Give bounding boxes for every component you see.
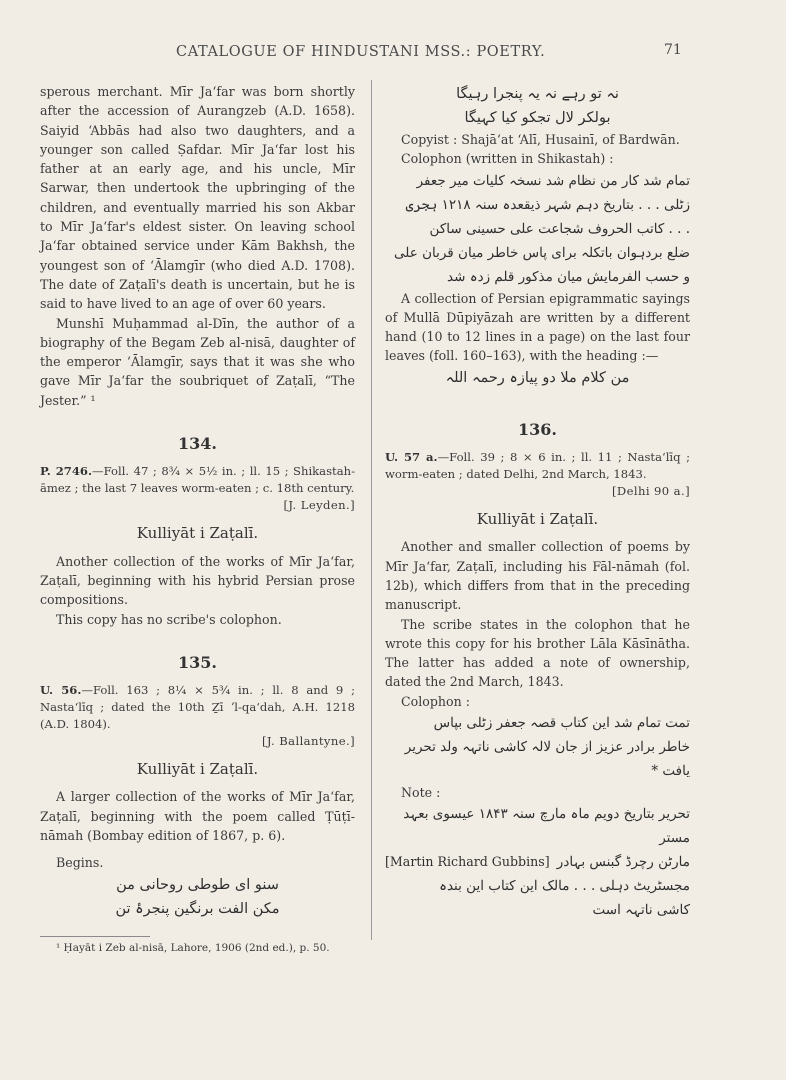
entry-135-number: 135. — [178, 652, 217, 672]
entry-136-note-line: کاشی ناتہہ است — [592, 902, 690, 919]
entry-135-begins-line-2: مکن الفت برنگین پنجرۂ تن — [115, 900, 280, 917]
copyist-line: Copyist : Shajāʻat ʻAlī, Husainī, of Bardwān. — [401, 132, 680, 147]
page-number: 71 — [664, 42, 682, 58]
entry-134-shelfmark: P. 2746. — [40, 464, 93, 479]
entry-134-details: —Foll. 47 ; 8¾ × 5½ in. ; ll. 15 ; Shikastah-āmez ; the last 7 leaves worm-eaten ; c. 18th century. — [40, 464, 355, 496]
entry-136-description — [385, 449, 690, 483]
colophon-line: تمام شد کار من نظام شد نسخہ کلیات میر جعفر — [416, 172, 690, 189]
entry-134-title: Kulliyāt i Zaṭalī. — [136, 524, 259, 543]
entry-136-provenance: [Delhi 90 a.] — [611, 484, 690, 499]
colophon-line: و حسب الفرمایش میان مذکور قلم زدہ شد — [447, 268, 690, 285]
entry-136-note-line-2 — [385, 850, 690, 874]
colophon-line: . . . کاتب الحروف شجاعت علی حسینی ساکن — [429, 220, 690, 237]
intro-paragraph-2: Munshī Muḥammad al-Dīn, the author of a biography of the Begam Zeb al-nisā, daughter of the emperor ʻĀlamgīr, says that it was she who gave Mīr Jaʻfar the soubriquet of Zaṭalī, “The Jester.” ¹ — [40, 315, 355, 408]
column-divider — [371, 80, 372, 940]
entry-136-note-line: مجسٹریٹ دہلی . . . مالک این کتاب این بندہ — [439, 878, 690, 895]
colophon-line: زٹلی . . . بتاریخ دہم شہر ذیقعدہ سنہ ۱۲۱۸ ہجری — [405, 196, 690, 213]
entry-136-note-label: Note : — [401, 785, 441, 801]
entry-134-paragraph-1: Another collection of the works of Mīr Jaʻfar, Zaṭalī, beginning with his hybrid Persian prose compositions. — [40, 553, 355, 608]
right-column — [385, 82, 690, 922]
entry-136-shelfmark: U. 57 a. — [385, 450, 438, 465]
entry-136-colophon-line: خاطر برادر عزیز از جان لالہ کاشی ناتہہ ولد تحریر — [404, 739, 690, 756]
entry-136-paragraph-2: The scribe states in the colophon that he wrote this copy for his brother Lāla Kāsīnātha. The latter has added a note of ownership, dated the 2nd March, 1843. — [385, 616, 690, 690]
entry-136-note-line: تحریر بتاریخ دویم ماہ مارچ سنہ ۱۸۴۳ عیسوی بعہد مستر — [403, 806, 690, 847]
entry-134-provenance: [J. Leyden.] — [283, 498, 355, 513]
entry-136-number: 136. — [518, 419, 557, 439]
entry-136-colophon-line: یافت * — [651, 763, 690, 780]
verse-line-1: نہ تو رہے نہ یہ پنجرا رہیگا — [456, 86, 619, 102]
colophon-label: Colophon (written in Shikastah) : — [401, 151, 614, 167]
verse-line-2: بولکر لال تجکو کیا کہیگا — [464, 110, 611, 126]
entry-135-details: —Foll. 163 ; 8¼ × 5¾ in. ; ll. 8 and 9 ; Nastaʻlīq ; dated the 10th Ẕī ʼl-qaʻdah, A.H. 1218 (A.D. 1804). — [40, 683, 355, 732]
entry-134-paragraph-2: This copy has no scribe's colophon. — [56, 611, 282, 627]
entry-136-paragraph-1: Another and smaller collection of poems by Mīr Jaʻfar, Zaṭalī, including his Fāl-nāmah (fol. 12b), which differs from that in the preceding manuscript. — [385, 539, 690, 613]
entry-136-colophon-line: تمت تمام شد این کتاب قصہ جعفر زٹلی بپاس — [433, 715, 690, 732]
entry-135-title: Kulliyāt i Zaṭalī. — [136, 760, 259, 779]
left-column — [40, 82, 355, 921]
entry-135-paragraph-1: A larger collection of the works of Mīr Jaʻfar, Zaṭalī, beginning with the poem called Ṭūṭī-nāmah (Bombay edition of 1867, p. 6). — [40, 789, 355, 844]
colophon-line: ضلع بردہوان باتکلہ برای پاس خاطر میان قربان علی — [394, 244, 690, 261]
entry-134-description — [40, 463, 355, 497]
entry-135-shelfmark: U. 56. — [40, 683, 82, 698]
entry-135-description — [40, 682, 355, 733]
entry-136-details: —Foll. 39 ; 8 × 6 in. ; ll. 11 ; Nastaʻlīq ; worm-eaten ; dated Delhi, 2nd March, 1843. — [385, 450, 690, 482]
persian-collection-note: A collection of Persian epigrammatic sayings of Mullā Dūpiyāzah are written by a different hand (10 to 12 lines in a page) on the last four leaves (foll. 160–163), with the heading :— — [385, 290, 690, 364]
entry-136-title: Kulliyāt i Zaṭalī. — [476, 510, 599, 529]
entry-136-note-arabic-name: مارٹن رچرڈ گبنس بہادر — [556, 854, 690, 871]
entry-134-number: 134. — [178, 434, 217, 454]
entry-135-begins-line-1: سنو ای طوطی روحانی من — [116, 876, 279, 893]
footnote: ¹ Ḥayāt i Zeb al-nisā, Lahore, 1906 (2nd ed.), p. 50. — [56, 942, 330, 954]
entry-136-colophon-label: Colophon : — [401, 693, 470, 709]
persian-heading: من کلام ملا دو پیازہ رحمہ اللہ — [445, 369, 630, 386]
footnote-rule — [40, 936, 150, 937]
intro-paragraph-1: sperous merchant. Mīr Jaʻfar was born shortly after the accession of Aurangzeb (A.D. 1658). Saiyid ʻAbbās had also two daughters, and a younger son called Ṣafdar. Mīr Jaʻfar lost his father at an early age, and his uncle, Mīr Sarwar, then undertook the upbringing of the children, and eventually married his son Akbar to Mīr Jaʻfar's eldest sister. On leaving school Jaʻfar obtained service under Kām Bakhsh, the youngest son of ʻĀlamgīr (who died A.D. 1708). The date of Zaṭalī's death is uncertain, but he is said to have lived to an age of over 60 years. — [40, 84, 355, 312]
entry-135-provenance: [J. Ballantyne.] — [261, 734, 355, 749]
entry-136-note-latin-name: [Martin Richard Gubbins] — [385, 854, 550, 870]
running-header: CATALOGUE OF HINDUSTANI MSS.: POETRY. — [176, 44, 546, 60]
entry-135-begins-label: Begins. — [56, 855, 104, 871]
